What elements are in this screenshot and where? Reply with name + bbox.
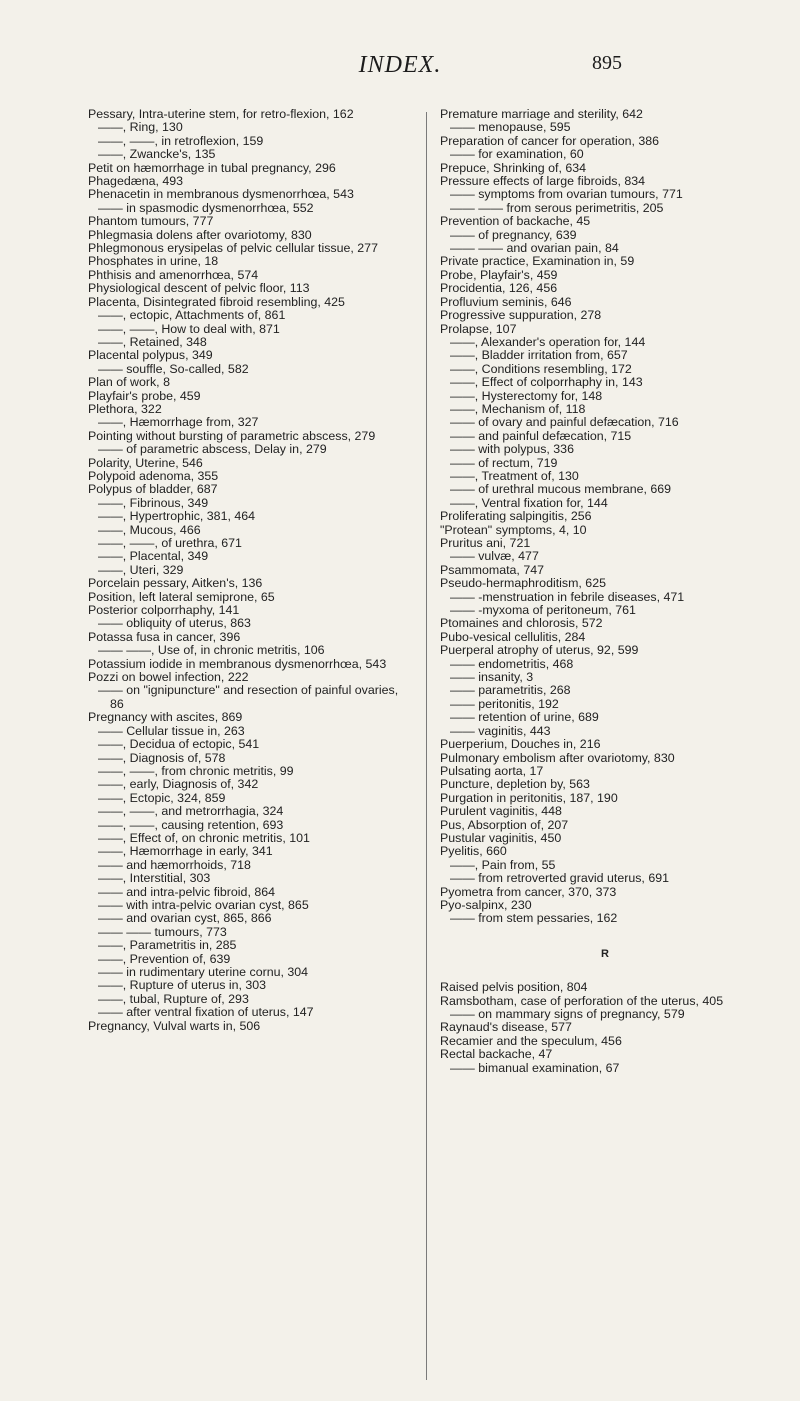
index-entry: ——, Zwancke's, 135 <box>98 147 216 162</box>
index-entry: Ramsbotham, case of perforation of the uterus, 405 <box>440 993 724 1008</box>
index-entry: "Protean" symptoms, 4, 10 <box>440 522 587 537</box>
index-entry: Position, left lateral semiprone, 65 <box>88 589 275 604</box>
index-entry: —— obliquity of uterus, 863 <box>98 616 251 631</box>
index-entry: ——, ——, of urethra, 671 <box>98 536 242 550</box>
index-entry: Pseudo-hermaphroditism, 625 <box>440 576 606 591</box>
index-entry: Pregnancy with ascites, 869 <box>88 710 243 725</box>
index-entry: Puncture, depletion by, 563 <box>440 777 590 792</box>
index-entry: —— after ventral fixation of uterus, 147 <box>98 1005 314 1020</box>
index-entry: Potassa fusa in cancer, 396 <box>88 629 241 644</box>
index-entry: ——, ——, in retroflexion, 159 <box>98 133 264 148</box>
index-entry: Psammomata, 747 <box>440 562 544 577</box>
index-entry: Posterior colporrhaphy, 141 <box>88 603 240 618</box>
index-entry: Prepuce, Shrinking of, 634 <box>440 160 587 175</box>
section-letter-r: R <box>601 947 609 960</box>
index-entry: ——, early, Diagnosis of, 342 <box>98 777 259 792</box>
index-entry: Physiological descent of pelvic floor, 113 <box>88 281 310 296</box>
index-entry: —— of pregnancy, 639 <box>450 227 577 242</box>
index-entry: —— on "ignipuncture" and resection of painful ovaries, 86 <box>98 683 399 711</box>
index-entry: Placental polypus, 349 <box>88 348 213 363</box>
index-entry: —— -myxoma of peritoneum, 761 <box>450 603 636 618</box>
index-entry: Placenta, Disintegrated fibroid resembling, 425 <box>88 294 345 309</box>
index-entry: Polarity, Uterine, 546 <box>88 455 203 470</box>
index-entry: —— parametritis, 268 <box>450 683 571 698</box>
index-entry: Phenacetin in membranous dysmenorrhœa, 543 <box>88 187 354 202</box>
index-entry: ——, Hæmorrhage in early, 341 <box>98 844 273 859</box>
index-section-r <box>440 981 770 1075</box>
index-entry: Petit on hæmorrhage in tubal pregnancy, 296 <box>88 160 336 175</box>
index-entry: ——, Bladder irritation from, 657 <box>450 348 628 363</box>
index-entry: —— -menstruation in febrile diseases, 471 <box>450 589 685 604</box>
index-entry: —— peritonitis, 192 <box>450 696 559 711</box>
index-entry: Pointing without bursting of parametric abscess, 279 <box>88 428 376 443</box>
index-entry: —— with polypus, 336 <box>450 442 574 457</box>
index-entry: Procidentia, 126, 456 <box>440 281 558 296</box>
index-entry: Prolapse, 107 <box>440 321 517 336</box>
index-entry: Puerperal atrophy of uterus, 92, 599 <box>440 643 639 658</box>
left-index-column <box>88 108 406 1033</box>
index-entry: —— in rudimentary uterine cornu, 304 <box>98 965 309 979</box>
index-entry: Pyometra from cancer, 370, 373 <box>440 884 617 899</box>
index-entry: —— and hæmorrhoids, 718 <box>98 857 251 872</box>
index-entry: Preparation of cancer for operation, 386 <box>440 133 660 148</box>
index-entry: ——, Pain from, 55 <box>450 857 556 872</box>
index-entry: Polypus of bladder, 687 <box>88 482 218 497</box>
index-entry: ——, Alexander's operation for, 144 <box>450 334 646 349</box>
index-entry: —— Cellular tissue in, 263 <box>98 723 245 738</box>
index-entry: ——, Mucous, 466 <box>98 522 201 537</box>
right-index-column <box>440 108 770 1075</box>
index-entry: —— —— tumours, 773 <box>98 924 227 939</box>
index-section-p <box>440 108 770 926</box>
index-entry: Potassium iodide in membranous dysmenorrhœa, 543 <box>88 656 387 671</box>
index-entry: ——, Effect of colporrhaphy in, 143 <box>450 375 643 390</box>
index-entry: —— on mammary signs of pregnancy, 579 <box>450 1007 685 1021</box>
index-entry: —— —— and ovarian pain, 84 <box>450 241 619 256</box>
index-entry: Plethora, 322 <box>88 401 162 416</box>
index-entry: Raynaud's disease, 577 <box>440 1020 572 1035</box>
index-entry: Pruritus ani, 721 <box>440 536 531 550</box>
index-entry: Pulmonary embolism after ovariotomy, 830 <box>440 750 675 765</box>
index-entry: —— and painful defæcation, 715 <box>450 428 632 443</box>
index-entry: —— and ovarian cyst, 865, 866 <box>98 911 272 926</box>
index-entry: ——, Conditions resembling, 172 <box>450 361 632 376</box>
index-entry: Premature marriage and sterility, 642 <box>440 107 643 121</box>
index-entry: ——, ——, from chronic metritis, 99 <box>98 763 294 778</box>
index-entry: Ptomaines and chlorosis, 572 <box>440 616 603 631</box>
index-entry: ——, ——, How to deal with, 871 <box>98 321 280 336</box>
index-entry: —— —— from serous perimetritis, 205 <box>450 200 664 215</box>
index-entry: ——, Hysterectomy for, 148 <box>450 388 603 403</box>
index-entry: Plan of work, 8 <box>88 375 170 390</box>
index-entry: Phagedæna, 493 <box>88 174 184 189</box>
index-entry: —— of rectum, 719 <box>450 455 558 470</box>
index-entry: ——, Uteri, 329 <box>98 562 184 577</box>
index-entry: —— symptoms from ovarian tumours, 771 <box>450 187 683 202</box>
column-divider <box>426 112 427 1380</box>
page-header <box>0 52 800 92</box>
index-entry: ——, Ectopic, 324, 859 <box>98 790 226 805</box>
index-entry: ——, ectopic, Attachments of, 861 <box>98 308 286 323</box>
index-entry: Phlegmasia dolens after ovariotomy, 830 <box>88 227 312 242</box>
index-entry: —— vaginitis, 443 <box>450 723 551 738</box>
index-entry: —— from retroverted gravid uterus, 691 <box>450 871 669 886</box>
index-entry: Rectal backache, 47 <box>440 1047 553 1062</box>
index-entry: Pustular vaginitis, 450 <box>440 830 562 845</box>
index-entry: ——, ——, causing retention, 693 <box>98 817 284 832</box>
index-entry: Pyelitis, 660 <box>440 844 507 859</box>
index-entry: —— menopause, 595 <box>450 120 571 135</box>
index-entry: —— endometritis, 468 <box>450 656 574 671</box>
index-entry: ——, Ventral fixation for, 144 <box>450 495 608 510</box>
index-entry: Profluvium seminis, 646 <box>440 294 572 309</box>
index-entry: ——, Prevention of, 639 <box>98 951 231 966</box>
index-entry: Phantom tumours, 777 <box>88 214 214 229</box>
index-entry: Phosphates in urine, 18 <box>88 254 219 269</box>
index-entry: Pyo-salpinx, 230 <box>440 897 532 912</box>
index-entry: —— of urethral mucous membrane, 669 <box>450 482 672 497</box>
index-entry: Progressive suppuration, 278 <box>440 308 602 323</box>
index-entry: —— in spasmodic dysmenorrhœa, 552 <box>98 200 314 215</box>
index-entry: ——, Treatment of, 130 <box>450 468 579 483</box>
index-entry: Phthisis and amenorrhœa, 574 <box>88 267 259 282</box>
index-entry: ——, Interstitial, 303 <box>98 871 211 886</box>
index-entry: ——, Effect of, on chronic metritis, 101 <box>98 830 310 845</box>
index-entry: —— retention of urine, 689 <box>450 710 599 725</box>
index-entry: ——, Hypertrophic, 381, 464 <box>98 509 256 524</box>
index-entry: Recamier and the speculum, 456 <box>440 1033 622 1048</box>
index-entry: Private practice, Examination in, 59 <box>440 254 635 269</box>
index-entry: —— souffle, So-called, 582 <box>98 361 249 376</box>
index-entry: Playfair's probe, 459 <box>88 388 201 403</box>
index-entry: ——, Rupture of uterus in, 303 <box>98 978 267 993</box>
index-entry: ——, Fibrinous, 349 <box>98 495 209 510</box>
index-entry: ——, Mechanism of, 118 <box>450 401 586 416</box>
index-entry: Proliferating salpingitis, 256 <box>440 509 592 524</box>
index-entry: —— of parametric abscess, Delay in, 279 <box>98 442 327 457</box>
index-entry: Polypoid adenoma, 355 <box>88 468 219 483</box>
index-entry: —— insanity, 3 <box>450 670 534 685</box>
index-entry: ——, Decidua of ectopic, 541 <box>98 737 260 752</box>
index-entry: Pubo-vesical cellulitis, 284 <box>440 629 586 644</box>
index-entry: Probe, Playfair's, 459 <box>440 267 558 282</box>
index-entry: Purulent vaginitis, 448 <box>440 804 562 819</box>
page-title: INDEX. <box>358 52 442 78</box>
index-entry: ——, Parametritis in, 285 <box>98 938 237 953</box>
index-entry: —— ——, Use of, in chronic metritis, 106 <box>98 643 325 658</box>
index-entry: ——, Hæmorrhage from, 327 <box>98 415 259 430</box>
index-entry: —— of ovary and painful defæcation, 716 <box>450 415 679 430</box>
index-entry: Pozzi on bowel infection, 222 <box>88 670 249 685</box>
index-entry: ——, Ring, 130 <box>98 120 183 135</box>
index-entry: ——, tubal, Rupture of, 293 <box>98 991 249 1006</box>
index-entry: Puerperium, Douches in, 216 <box>440 737 601 752</box>
index-entry: —— vulvæ, 477 <box>450 549 539 564</box>
index-entry: Pregnancy, Vulval warts in, 506 <box>88 1018 261 1033</box>
index-entry: ——, Diagnosis of, 578 <box>98 750 226 765</box>
index-entry: Phlegmonous erysipelas of pelvic cellular tissue, 277 <box>88 241 378 256</box>
index-entry: —— bimanual examination, 67 <box>450 1060 620 1075</box>
index-entry: Pus, Absorption of, 207 <box>440 817 569 832</box>
index-entry: Pessary, Intra-uterine stem, for retro-flexion, 162 <box>88 107 354 121</box>
index-entry: —— from stem pessaries, 162 <box>450 911 618 926</box>
index-entry: Pressure effects of large fibroids, 834 <box>440 174 646 189</box>
index-entry: ——, Retained, 348 <box>98 334 207 349</box>
index-entry: Pulsating aorta, 17 <box>440 763 544 778</box>
index-entry: Purgation in peritonitis, 187, 190 <box>440 790 618 805</box>
index-entry: —— for examination, 60 <box>450 147 584 162</box>
index-entry: ——, ——, and metrorrhagia, 324 <box>98 804 284 819</box>
page-number: 895 <box>592 52 622 74</box>
index-entry: ——, Placental, 349 <box>98 549 209 564</box>
index-entry: —— with intra-pelvic ovarian cyst, 865 <box>98 897 309 912</box>
index-entry: Raised pelvis position, 804 <box>440 980 588 995</box>
index-entry: Porcelain pessary, Aitken's, 136 <box>88 576 263 591</box>
index-entry: Prevention of backache, 45 <box>440 214 591 229</box>
index-entry: —— and intra-pelvic fibroid, 864 <box>98 884 275 899</box>
